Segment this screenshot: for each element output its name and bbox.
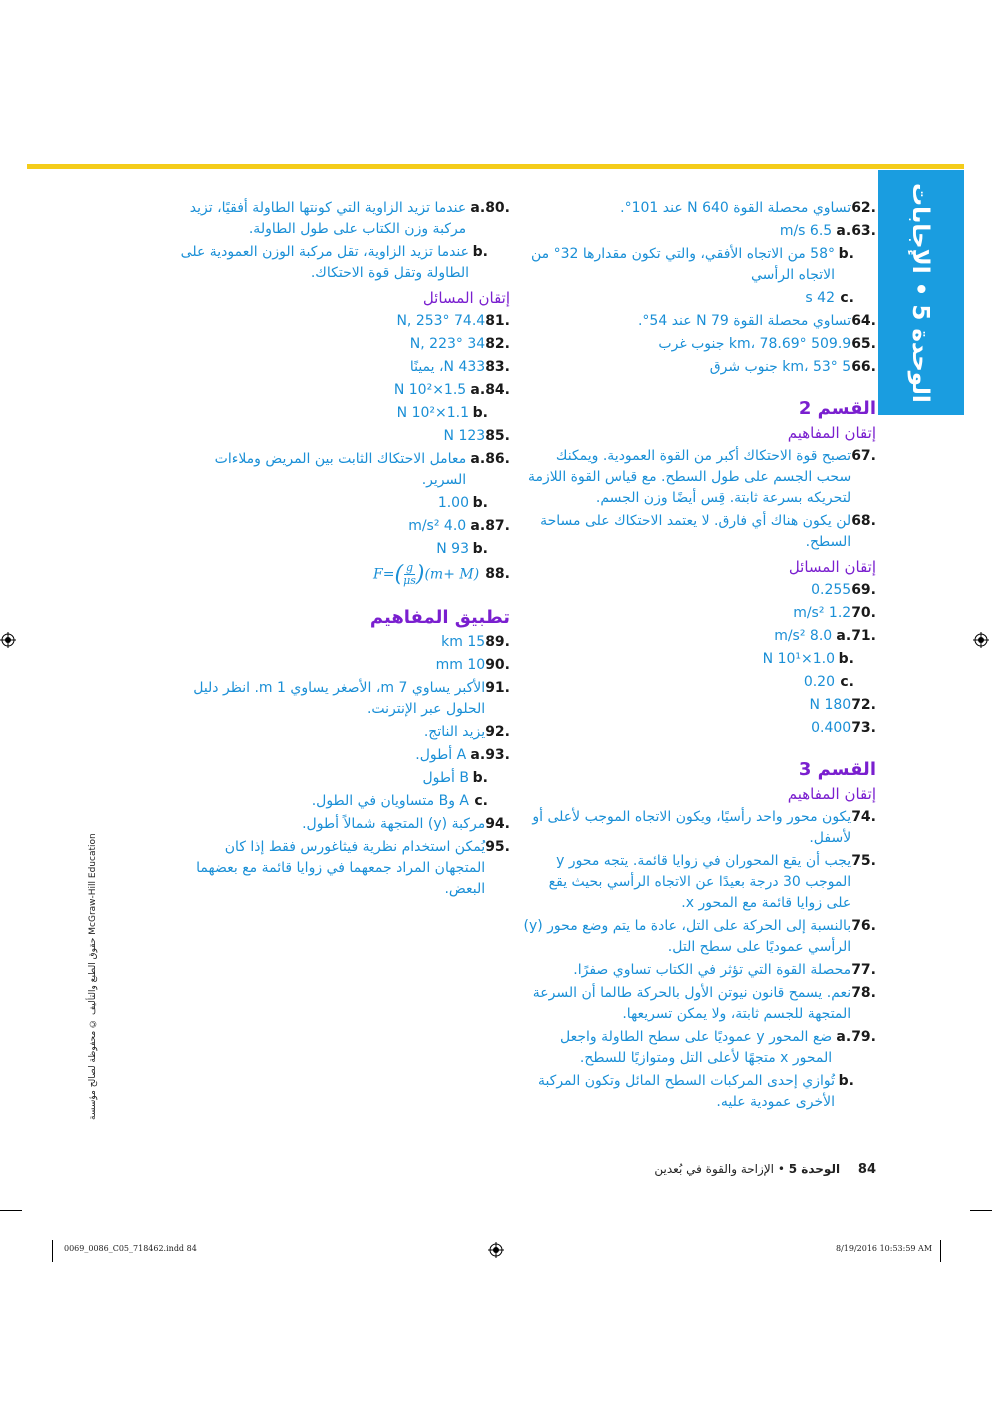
footer-title: الإزاحة والقوة في بُعدين bbox=[654, 1162, 774, 1176]
page-number: 84 bbox=[857, 1162, 876, 1177]
answer-text: 1.1×10² N bbox=[396, 405, 469, 421]
answer-item bbox=[170, 403, 488, 424]
answer-text: محصلة القوة التي تؤثر في الكتاب تساوي صفرًا. bbox=[573, 962, 852, 978]
answer-item bbox=[170, 516, 510, 537]
question-number: .62 bbox=[851, 200, 876, 216]
question-number: .80 bbox=[485, 200, 510, 216]
answer-text: يكون محور واحد رأسيًا، ويكون الاتجاه الموجب لأعلى أو لأسفل. bbox=[532, 809, 852, 846]
sub-part-letter: .b bbox=[472, 244, 488, 260]
answer-text: 34 N, 223° bbox=[409, 336, 486, 352]
question-number: .67 bbox=[851, 448, 876, 464]
slug-timestamp: 8/19/2016 10:53:59 AM bbox=[836, 1244, 933, 1253]
sub-part-letter: .b bbox=[472, 495, 488, 511]
answer-text: 93 N bbox=[436, 541, 469, 557]
answer-text: عندما تزيد الزاوية، تقل مركبة الوزن العمودية على الطاولة وتقل قوة الاحتكاك. bbox=[180, 244, 469, 281]
section-2-title: القسم 2 bbox=[798, 398, 876, 419]
answer-item bbox=[170, 722, 510, 743]
answer-text: تساوي محصلة القوة 79 N عند 54°. bbox=[637, 313, 852, 329]
answer-item bbox=[170, 768, 488, 789]
question-number: .68 bbox=[851, 513, 876, 529]
question-number: .84 bbox=[485, 382, 510, 398]
sub-part-letter: .c bbox=[474, 793, 488, 809]
side-tab-label: الوحدة 5 • الإجابات bbox=[907, 182, 933, 403]
answer-text: 123 N bbox=[443, 428, 486, 444]
answer-text: 1.5×10² N bbox=[393, 382, 467, 398]
question-number: .76 bbox=[851, 918, 876, 934]
crop-mark bbox=[940, 1240, 941, 1262]
applying-concepts-title: تطبيق المفاهيم bbox=[369, 607, 510, 628]
answer-text: 5 km، 53° جنوب شرق bbox=[709, 359, 852, 375]
answer-item bbox=[170, 311, 510, 332]
answer-item bbox=[520, 649, 854, 670]
answer-text: 74.4 N, 253° bbox=[396, 313, 486, 329]
answer-item bbox=[170, 632, 510, 653]
answer-item bbox=[520, 221, 876, 242]
question-number: .92 bbox=[485, 724, 510, 740]
answer-item bbox=[520, 311, 876, 332]
question-number: .94 bbox=[485, 816, 510, 832]
answer-item bbox=[520, 244, 854, 286]
question-number: .82 bbox=[485, 336, 510, 352]
answer-text: 8.0 m/s² bbox=[774, 628, 833, 644]
answer-item bbox=[170, 678, 510, 720]
answer-item bbox=[520, 334, 876, 355]
answer-text: 1.2 m/s² bbox=[793, 605, 852, 621]
sub-part-letter: .a bbox=[470, 518, 486, 534]
answer-item bbox=[520, 916, 876, 958]
page-footer bbox=[640, 1162, 876, 1177]
question-number: .78 bbox=[851, 985, 876, 1001]
answer-item bbox=[520, 626, 876, 647]
answer-text: عندما تزيد الزاوية التي كونتها الطاولة أفقيًا، تزيد مركبة وزن الكتاب على طول الطاولة. bbox=[189, 200, 467, 237]
equation-rhs: (m+ M) bbox=[424, 566, 480, 583]
question-number: .81 bbox=[485, 313, 510, 329]
answer-text: 0.400 bbox=[811, 720, 852, 736]
answer-text: الأكبر يساوي 7 m، الأصغر يساوي 1 m. انظر دليل الحلول عبر الإنترنت. bbox=[193, 680, 486, 717]
answer-text: لن يكون هناك أي فارق. لا يعتمد الاحتكاك على مساحة السطح. bbox=[540, 513, 852, 550]
answer-text: 1.00 bbox=[437, 495, 469, 511]
question-number: .72 bbox=[851, 697, 876, 713]
sub-part-letter: .b bbox=[472, 770, 488, 786]
answer-text: يُمكن استخدام نظرية فيثاغورس فقط إذا كان المتجهان المراد جمعهما في زوايا قائمة مع بعضهما البعض. bbox=[196, 839, 486, 897]
crop-mark bbox=[52, 1240, 53, 1262]
answer-item bbox=[170, 449, 510, 491]
question-number: .69 bbox=[851, 582, 876, 598]
answer-item bbox=[170, 380, 510, 401]
question-number: .93 bbox=[485, 747, 510, 763]
answer-item bbox=[520, 695, 876, 716]
equation-item bbox=[170, 562, 510, 587]
sub-part-letter: .c bbox=[840, 290, 854, 306]
problem-mastery-heading: إتقان المسائل bbox=[422, 289, 510, 307]
right-column bbox=[520, 198, 876, 1115]
friction-equation bbox=[373, 562, 479, 587]
answer-text: يزيد الناتج. bbox=[423, 724, 486, 740]
left-column bbox=[170, 198, 510, 902]
answer-item bbox=[520, 1071, 854, 1113]
answer-text: A أطول. bbox=[415, 747, 467, 763]
sub-part-letter: .b bbox=[838, 651, 854, 667]
fraction-denominator: μs bbox=[403, 574, 416, 587]
question-number: .70 bbox=[851, 605, 876, 621]
crop-mark bbox=[970, 1210, 992, 1211]
answer-text: بالنسبة إلى الحركة على التل، عادة ما يتم وضع محور (y) الرأسي عموديًا على سطح التل. bbox=[523, 918, 852, 955]
answer-text: تصبح قوة الاحتكاك أكبر من القوة العمودية. ويمكنك سحب الجسم على طول السطح. مع قياس القوة اللازمة لتحريكه بسرعة ثابتة. قِس أيضًا وزن الجسم. bbox=[527, 448, 852, 506]
answer-text: معامل الاحتكاك الثابت بين المريض وملاءات السرير. bbox=[214, 451, 467, 488]
answer-text: تُوازي إحدى المركبات السطح المائل وتكون المركبة الأخرى عمودية عليه. bbox=[537, 1073, 835, 1110]
sub-part-letter: .a bbox=[470, 200, 486, 216]
question-number: .77 bbox=[851, 962, 876, 978]
answer-text: 509.9 km، 78.69° جنوب غرب bbox=[658, 336, 852, 352]
answer-text: 1.0×10¹ N bbox=[762, 651, 835, 667]
section-3-title: القسم 3 bbox=[798, 759, 876, 780]
answer-text: A وB متساويان في الطول. bbox=[311, 793, 469, 809]
registration-mark-icon bbox=[488, 1242, 504, 1258]
answer-item bbox=[520, 288, 854, 309]
answer-item bbox=[170, 745, 510, 766]
answer-text: 15 km bbox=[441, 634, 486, 650]
answer-item bbox=[520, 983, 876, 1025]
answer-text: 0.20 bbox=[803, 674, 835, 690]
answer-item bbox=[170, 837, 510, 900]
answer-item bbox=[520, 807, 876, 849]
answer-item bbox=[520, 603, 876, 624]
sub-part-letter: .a bbox=[836, 628, 852, 644]
fraction bbox=[403, 562, 416, 587]
answer-item bbox=[520, 672, 854, 693]
question-number: .65 bbox=[851, 336, 876, 352]
answer-item bbox=[170, 655, 510, 676]
answer-item bbox=[170, 814, 510, 835]
question-number: .90 bbox=[485, 657, 510, 673]
concept-mastery-heading: إتقان المفاهيم bbox=[787, 424, 876, 442]
answer-text: 0.255 bbox=[811, 582, 852, 598]
answer-item bbox=[170, 334, 510, 355]
answer-text: ضع المحور y عموديًا على سطح الطاولة واجعل المحور x متجهًا لأعلى التل ومتوازيًا للسطح. bbox=[560, 1029, 833, 1066]
answer-item bbox=[520, 357, 876, 378]
slug-filename: 0069_0086_C05_718462.indd 84 bbox=[64, 1244, 197, 1253]
sub-part-letter: .a bbox=[470, 382, 486, 398]
answer-item bbox=[170, 493, 488, 514]
sub-part-letter: .a bbox=[836, 223, 852, 239]
answer-item bbox=[170, 539, 488, 560]
answer-item bbox=[170, 426, 510, 447]
sub-part-letter: .a bbox=[470, 747, 486, 763]
question-number: .73 bbox=[851, 720, 876, 736]
question-number: .66 bbox=[851, 359, 876, 375]
sub-part-letter: .a bbox=[836, 1029, 852, 1045]
question-number: .86 bbox=[485, 451, 510, 467]
concept-mastery-heading: إتقان المفاهيم bbox=[787, 785, 876, 803]
answer-text: 58° من الاتجاه الأفقي، والتي تكون مقدارها 32° من الاتجاه الرأسي bbox=[531, 246, 835, 283]
copyright-notice: حقوق الطبع والتأليف © محفوظة لصالح مؤسسة McGraw-Hill Education bbox=[88, 833, 98, 1120]
answer-item bbox=[520, 960, 876, 981]
answer-item bbox=[520, 511, 876, 553]
question-number: .64 bbox=[851, 313, 876, 329]
footer-bullet: • bbox=[774, 1162, 785, 1176]
answer-text: تساوي محصلة القوة 640 N عند 101°. bbox=[620, 200, 852, 216]
answer-text: 4.0 m/s² bbox=[408, 518, 467, 534]
registration-mark-icon bbox=[0, 632, 16, 648]
sub-part-letter: .a bbox=[470, 451, 486, 467]
question-number: .85 bbox=[485, 428, 510, 444]
question-number: .88 bbox=[485, 566, 510, 582]
answer-text: B أطول bbox=[422, 770, 469, 786]
sub-part-letter: .b bbox=[838, 1073, 854, 1089]
question-number: .75 bbox=[851, 853, 876, 869]
open-paren: ( bbox=[394, 562, 404, 587]
sub-part-letter: .b bbox=[472, 405, 488, 421]
answer-item bbox=[520, 718, 876, 739]
question-number: .71 bbox=[851, 628, 876, 644]
question-number: .63 bbox=[851, 223, 876, 239]
question-number: .74 bbox=[851, 809, 876, 825]
equation-lhs: F= bbox=[373, 566, 395, 583]
answer-text: يجب أن يقع المحوران في زوايا قائمة. يتجه محور y الموجب 30 درجة بعيدًا عن الاتجاه الرأسي بحيث يقع على زوايا قائمة مع المحور x. bbox=[548, 853, 852, 911]
answer-item bbox=[170, 198, 510, 240]
answer-text: 180 N bbox=[809, 697, 852, 713]
question-number: .83 bbox=[485, 359, 510, 375]
footer-unit: الوحدة 5 bbox=[788, 1162, 841, 1176]
sub-part-letter: .b bbox=[472, 541, 488, 557]
answer-item bbox=[520, 1027, 876, 1069]
top-yellow-rule bbox=[27, 164, 964, 169]
answer-text: 6.5 m/s bbox=[779, 223, 833, 239]
answer-text: 433 N، يمينًا bbox=[409, 359, 486, 375]
registration-mark-icon bbox=[973, 632, 989, 648]
sub-part-letter: .b bbox=[838, 246, 854, 262]
question-number: .87 bbox=[485, 518, 510, 534]
answer-text: 10 mm bbox=[435, 657, 486, 673]
answer-item bbox=[520, 580, 876, 601]
answer-item bbox=[170, 242, 488, 284]
answer-item bbox=[520, 446, 876, 509]
answer-text: 42 s bbox=[805, 290, 835, 306]
answer-text: مركبة (y) المتجهة شمالاً أطول. bbox=[302, 816, 486, 832]
answer-item bbox=[170, 357, 510, 378]
crop-mark bbox=[0, 1210, 22, 1211]
fraction-numerator: g bbox=[405, 561, 413, 574]
sub-part-letter: .c bbox=[840, 674, 854, 690]
question-number: .91 bbox=[485, 680, 510, 696]
answer-item bbox=[520, 198, 876, 219]
question-number: .89 bbox=[485, 634, 510, 650]
question-number: .79 bbox=[851, 1029, 876, 1045]
answer-item bbox=[170, 791, 488, 812]
answer-item bbox=[520, 851, 876, 914]
close-paren: ) bbox=[415, 562, 425, 587]
question-number: .95 bbox=[485, 839, 510, 855]
problem-mastery-heading: إتقان المسائل bbox=[788, 558, 876, 576]
answer-text: نعم. يسمح قانون نيوتن الأول بالحركة طالما أن السرعة المتجهة للجسم ثابتة، ولا يمكن تسريعها. bbox=[532, 985, 852, 1022]
